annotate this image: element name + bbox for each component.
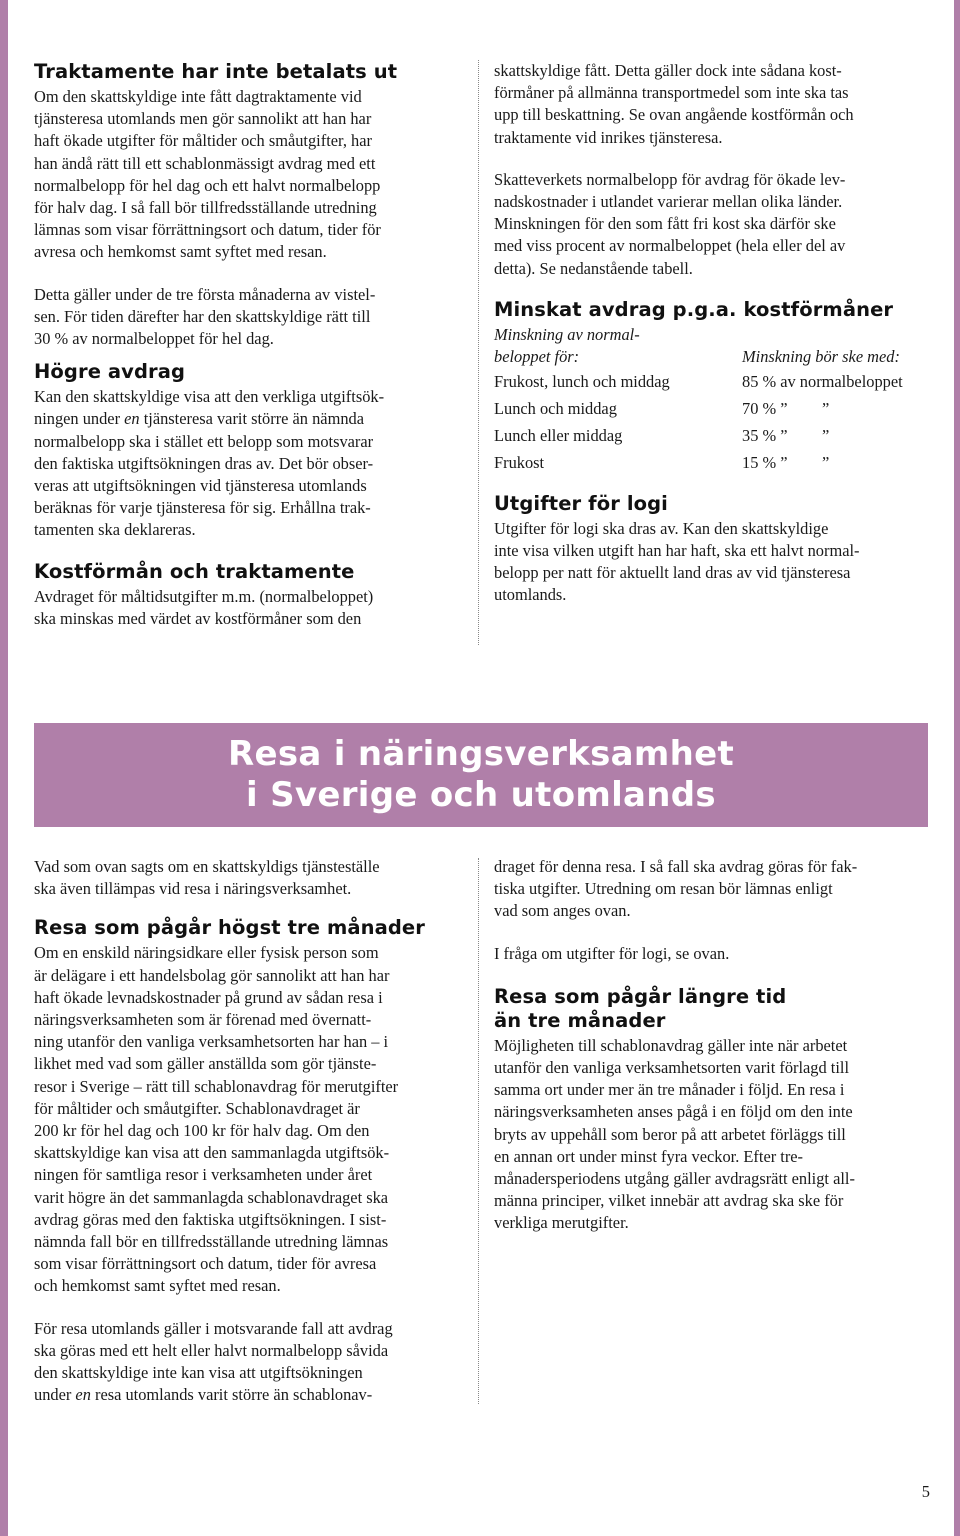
paragraph-tjanstestalle: Vad som ovan sagts om en skattskyldigs tjänsteställe ska även tillämpas vid resa i näringsverksamhet. bbox=[34, 857, 380, 899]
table-row: Lunch eller middag 35 % ” ” bbox=[494, 425, 830, 445]
table-row: Frukost, lunch och middag 85 % av normalbeloppet bbox=[494, 371, 903, 391]
left-accent-bar bbox=[0, 0, 8, 1536]
banner-title-line-1: Resa i näringsverksamhet bbox=[227, 734, 735, 774]
table-row: Frukost 15 % ” ” bbox=[494, 452, 830, 472]
top-left-column bbox=[34, 60, 470, 630]
column-divider-top bbox=[478, 60, 479, 645]
paragraph-hogst-tre-manader: Om en enskild näringsidkare eller fysisk person som är delägare i ett handelsbolag gör sannolikt att han har haft ökade levnadskostnader på grund av sådan resa i näringsverksamheten som är förenad med övernatt- ning utanför den vanliga verksamhetsorten har han – i likhet med vad som gäller anställda som gör tjänste- resor i Sverige – rätt till schablonavdrag för merutgifter för måltider och småutgifter. Schablonavdraget är 200 kr för hel dag och 100 kr för halv dag. Om den skattskyldige kan visa att den sammanlagda utgiftsök- ningen för samtliga resor i verksamheten under året varit högre än det sammanlagda schablonavdraget ska avdrag göras med den faktiska utgiftsökningen. I sist- nämnda fall bör en tillfredsställande utredning lämnas som visar förrättningsort och datum, tider för avresa och hemkomst samt syftet med resan. bbox=[34, 943, 399, 1296]
section-banner bbox=[34, 723, 928, 827]
bottom-right-column bbox=[494, 856, 934, 1235]
column-divider-bottom bbox=[478, 858, 479, 1404]
paragraph-kostforman: Avdraget för måltidsutgifter m.m. (normalbeloppet) ska minskas med värdet av kostförmåner som den bbox=[34, 586, 374, 628]
paragraph-normalbelopp: Skatteverkets normalbelopp för avdrag för ökade lev- nadskostnader i utlandet varierar mellan olika länder. Minskningen för den som fått fri kost ska därför ske med viss procent av normalbeloppet (hela eller del av detta). Se nedanstående tabell. bbox=[494, 169, 846, 278]
page-number: 5 bbox=[921, 1482, 930, 1501]
heading-utgifter-logi: Utgifter för logi bbox=[494, 491, 668, 515]
reduction-table bbox=[494, 324, 934, 476]
top-right-column bbox=[494, 60, 934, 607]
heading-traktamente: Traktamente har inte betalats ut bbox=[34, 60, 398, 83]
banner-title-line-2: i Sverige och utomlands bbox=[246, 775, 716, 815]
heading-kostforman: Kostförmån och traktamente bbox=[34, 559, 355, 583]
paragraph-logi-reference: I fråga om utgifter för logi, se ovan. bbox=[494, 943, 730, 963]
paragraph-langre-tid: Möjligheten till schablonavdrag gäller inte när arbetet utanför den vanliga verksamhetsorten varit förlagd till samma ort under mer än tre månader i följd. En resa i näringsverksamheten anses pågå i en följd om den inte bryts av uppehåll som beror på att arbetet förläggs till en annan ort under minst fyra veckor. Efter tre- månadersperiodens utgång gäller avdragsrätt enligt all- männa principer, vilket innebär att avdrag ska ske för verkliga merutgifter. bbox=[494, 1035, 855, 1233]
bottom-left-column bbox=[34, 856, 470, 1406]
paragraph-vistelse: Detta gäller under de tre första månaderna av vistel- sen. För tiden därefter har den skattskyldige rätt till 30 % av normalbeloppet för hel dag. bbox=[34, 284, 376, 349]
table-header: Minskning av normal- beloppet för: Minskning bör ske med: bbox=[494, 324, 900, 366]
paragraph-utgifter-logi: Utgifter för logi ska dras av. Kan den skattskyldige inte visa vilken utgift han har haft, ska ett halvt normal- belopp per natt för aktuellt land dras av vid tjänsteresa utomlands. bbox=[494, 518, 860, 605]
paragraph-schablonavdrag-cont: draget för denna resa. I så fall ska avdrag göras för fak- tiska utgifter. Utredning om resan bör lämnas enligt vad som anges ovan. bbox=[494, 857, 858, 921]
paragraph-hogre-avdrag: Kan den skattskyldige visa att den verkliga utgiftsök- ningen under en tjänsteresa varit större än nämnda normalbelopp ska i stället ett belopp som motsvarar den faktiska utgiftsökningen dras av. Det bör obser- veras att utgiftsökningen vid tjänsteresa utomlands beräknas för varje tjänsteresa för sig. Erhållna trak- tamenten ska deklareras. bbox=[34, 387, 385, 540]
paragraph-kostforman-cont: skattskyldige fått. Detta gäller dock inte sådana kost- förmåner på allmänna transportmedel som inte ska tas upp till beskattning. Se ovan angående kostförmån och traktamente vid inrikes tjänsteresa. bbox=[494, 61, 854, 147]
table-row: Lunch och middag 70 % ” ” bbox=[494, 398, 830, 418]
heading-langre-tid: Resa som pågår längre tid än tre månader bbox=[494, 984, 787, 1032]
heading-hogre-avdrag: Högre avdrag bbox=[34, 360, 186, 384]
paragraph-resa-utomlands: För resa utomlands gäller i motsvarande fall att avdrag ska göras med ett helt eller halvt normalbelopp såvida den skattskyldige inte kan visa att utgiftsökningen under en resa utomlands varit större än schablonav- bbox=[34, 1318, 393, 1405]
heading-minskat-avdrag: Minskat avdrag p.g.a. kostförmåner bbox=[494, 297, 894, 321]
paragraph-traktamente: Om den skattskyldige inte fått dagtraktamente vid tjänsteresa utomlands men gör sannolikt att han har haft ökade utgifter för måltider och småutgifter, har han ändå rätt till ett schablonmässigt avdrag med ett normalbelopp för hel dag och ett halvt normalbelopp för halv dag. I så fall bör tillfredsställande utredning lämnas som visar förrättningsort och datum, tider för avresa och hemkomst samt syftet med resan. bbox=[34, 87, 381, 262]
heading-hogst-tre-manader: Resa som pågår högst tre månader bbox=[34, 916, 425, 940]
right-accent-bar bbox=[954, 0, 960, 1536]
